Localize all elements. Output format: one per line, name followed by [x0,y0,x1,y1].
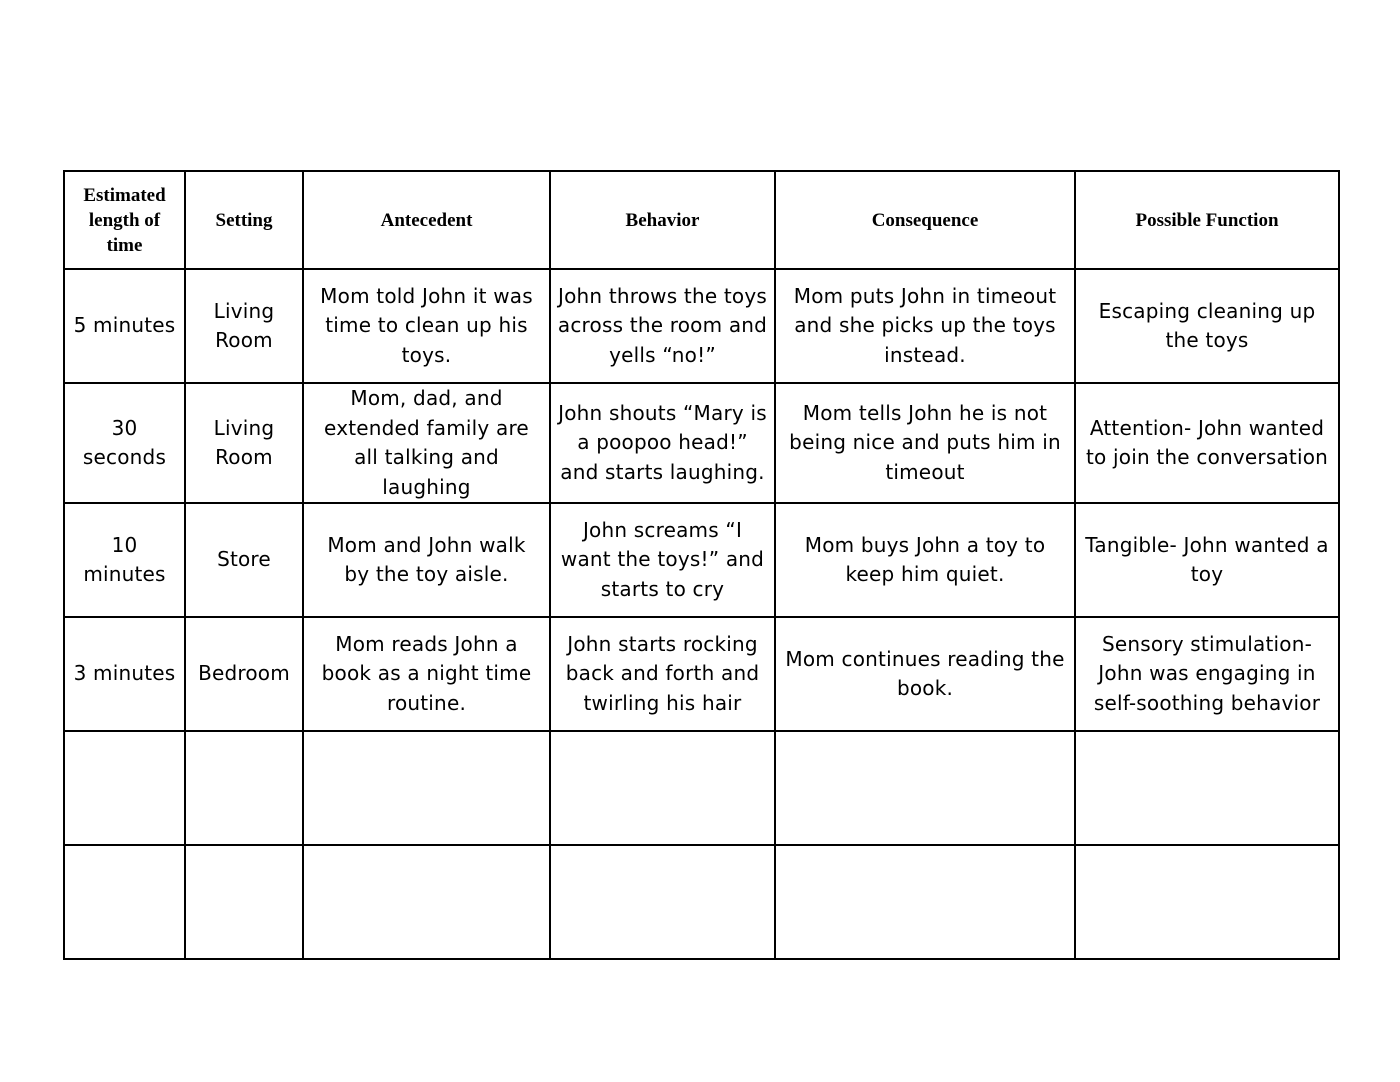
cell-time: 3 minutes [64,617,185,731]
cell-consequence [775,845,1075,959]
abc-data-table [63,170,1340,960]
header-behavior: Behavior [550,171,775,269]
table-row [64,269,1339,383]
cell-possible-function: Escaping cleaning up the toys [1075,269,1339,383]
cell-setting [185,845,303,959]
cell-possible-function: Tangible- John wanted a toy [1075,503,1339,617]
cell-time: 10 minutes [64,503,185,617]
cell-consequence: Mom puts John in timeout and she picks up the toys instead. [775,269,1075,383]
cell-behavior [550,845,775,959]
cell-antecedent [303,845,550,959]
cell-antecedent: Mom and John walk by the toy aisle. [303,503,550,617]
cell-possible-function [1075,845,1339,959]
cell-time: 30 seconds [64,383,185,503]
header-possible-function: Possible Function [1075,171,1339,269]
cell-setting: Living Room [185,269,303,383]
header-consequence: Consequence [775,171,1075,269]
cell-antecedent: Mom told John it was time to clean up his toys. [303,269,550,383]
table-row [64,617,1339,731]
table-row [64,503,1339,617]
cell-behavior: John throws the toys across the room and yells “no!” [550,269,775,383]
cell-behavior: John screams “I want the toys!” and starts to cry [550,503,775,617]
table-row [64,383,1339,503]
cell-consequence: Mom buys John a toy to keep him quiet. [775,503,1075,617]
cell-consequence: Mom continues reading the book. [775,617,1075,731]
cell-possible-function [1075,731,1339,845]
table-row-empty [64,731,1339,845]
cell-possible-function: Attention- John wanted to join the conversation [1075,383,1339,503]
cell-setting: Living Room [185,383,303,503]
cell-setting [185,731,303,845]
cell-time [64,845,185,959]
cell-behavior: John shouts “Mary is a poopoo head!” and starts laughing. [550,383,775,503]
cell-consequence: Mom tells John he is not being nice and puts him in timeout [775,383,1075,503]
cell-setting: Bedroom [185,617,303,731]
cell-time [64,731,185,845]
cell-consequence [775,731,1075,845]
header-estimated-length: Estimated length of time [64,171,185,269]
cell-possible-function: Sensory stimulation- John was engaging in self-soothing behavior [1075,617,1339,731]
cell-time: 5 minutes [64,269,185,383]
table-row-empty [64,845,1339,959]
cell-antecedent [303,731,550,845]
cell-antecedent: Mom, dad, and extended family are all talking and laughing [303,383,550,503]
header-antecedent: Antecedent [303,171,550,269]
cell-setting: Store [185,503,303,617]
header-setting: Setting [185,171,303,269]
cell-behavior: John starts rocking back and forth and twirling his hair [550,617,775,731]
table-header-row [64,171,1339,269]
cell-behavior [550,731,775,845]
cell-antecedent: Mom reads John a book as a night time routine. [303,617,550,731]
